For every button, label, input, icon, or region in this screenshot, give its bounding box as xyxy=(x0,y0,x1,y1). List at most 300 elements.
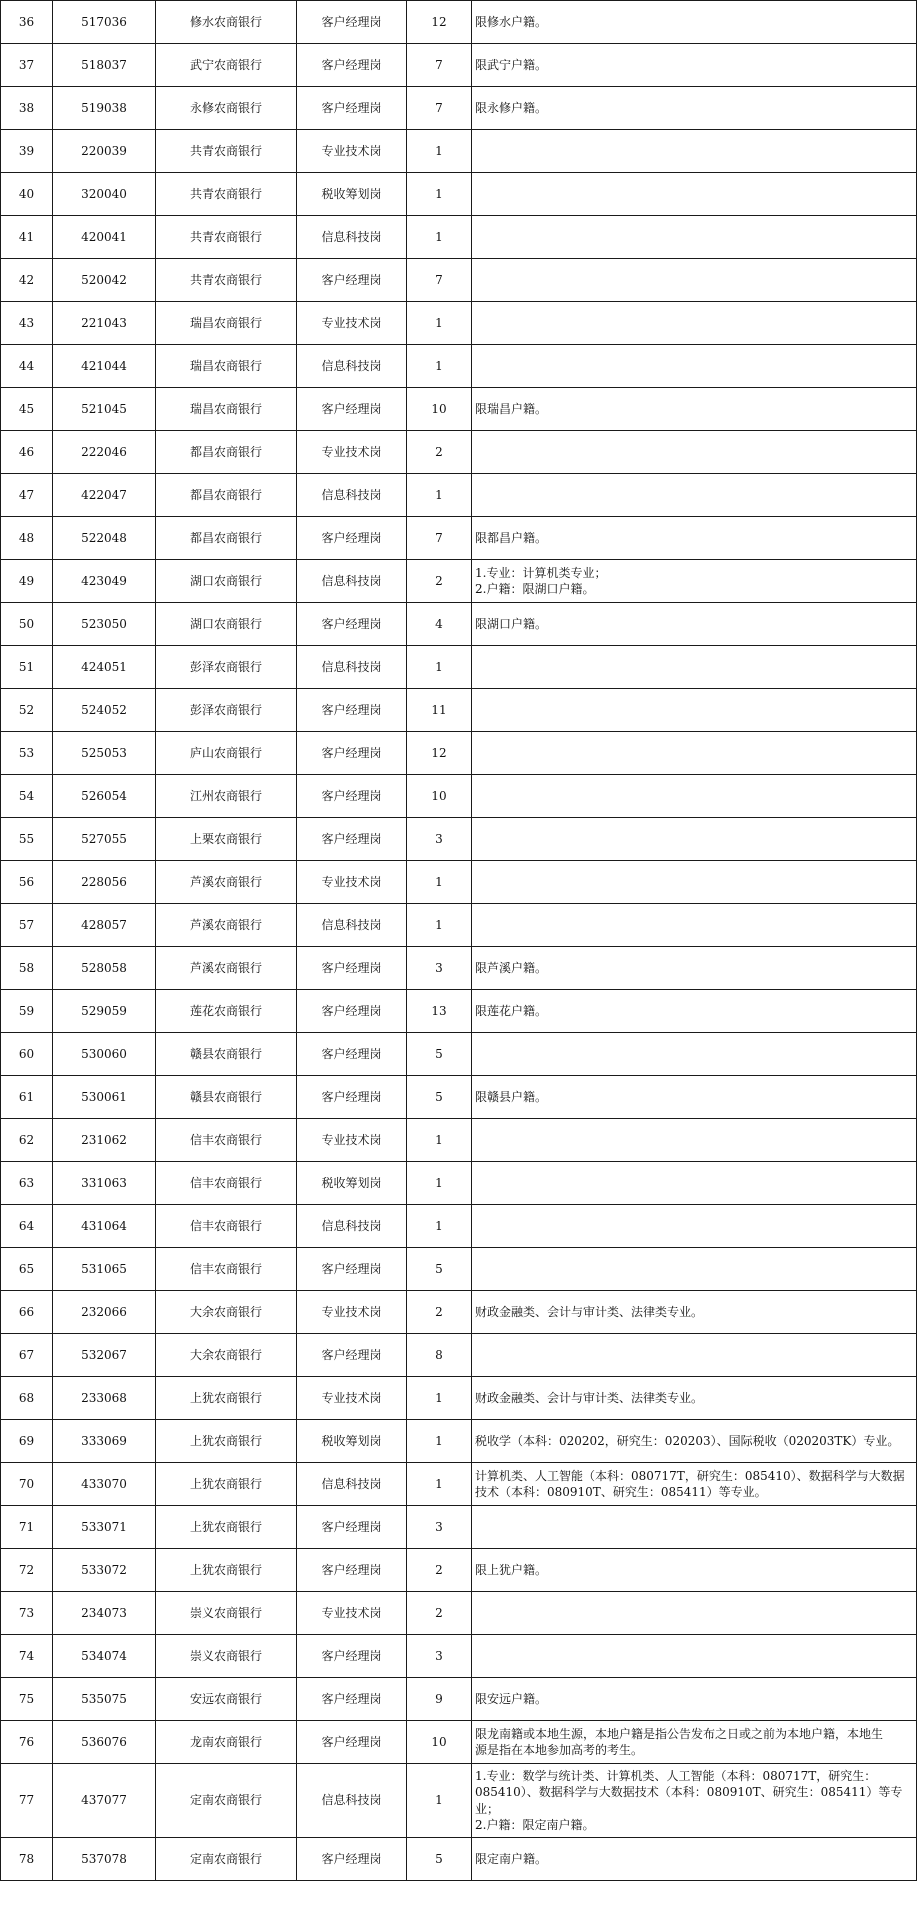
table-row xyxy=(1,1377,917,1420)
remarks-line: 085410）、数据科学与大数据技术（本科：080910T、研究生：085411）等专 xyxy=(475,1785,903,1800)
cell-post-code: 232066 xyxy=(53,1291,156,1334)
cell-hire-count: 12 xyxy=(407,732,472,775)
cell-post-type: 信息科技岗 xyxy=(297,904,407,947)
cell-post-code: 437077 xyxy=(53,1764,156,1838)
table-row xyxy=(1,259,917,302)
cell-remarks xyxy=(472,87,917,130)
cell-hire-count: 7 xyxy=(407,259,472,302)
remarks-line: 限湖口户籍。 xyxy=(475,616,548,631)
table-row xyxy=(1,1119,917,1162)
cell-hire-count: 3 xyxy=(407,1635,472,1678)
cell-remarks xyxy=(472,560,917,603)
cell-bank-name: 都昌农商银行 xyxy=(156,431,297,474)
cell-bank-name: 江州农商银行 xyxy=(156,775,297,818)
remarks-line: 2.户籍：限湖口户籍。 xyxy=(475,582,595,596)
cell-seq: 62 xyxy=(1,1119,53,1162)
cell-hire-count: 7 xyxy=(407,87,472,130)
table-row xyxy=(1,1678,917,1721)
cell-post-code: 533071 xyxy=(53,1506,156,1549)
cell-hire-count: 1 xyxy=(407,1377,472,1420)
cell-bank-name: 瑞昌农商银行 xyxy=(156,345,297,388)
cell-bank-name: 崇义农商银行 xyxy=(156,1635,297,1678)
cell-post-code: 530061 xyxy=(53,1076,156,1119)
cell-post-type: 信息科技岗 xyxy=(297,216,407,259)
cell-post-type: 客户经理岗 xyxy=(297,1549,407,1592)
table-row xyxy=(1,603,917,646)
cell-hire-count: 10 xyxy=(407,388,472,431)
cell-post-code: 533072 xyxy=(53,1549,156,1592)
cell-remarks xyxy=(472,861,917,904)
table-row xyxy=(1,130,917,173)
cell-remarks xyxy=(472,1334,917,1377)
cell-post-type: 客户经理岗 xyxy=(297,1721,407,1764)
table-row xyxy=(1,87,917,130)
cell-post-code: 522048 xyxy=(53,517,156,560)
table-row xyxy=(1,818,917,861)
cell-bank-name: 信丰农商银行 xyxy=(156,1205,297,1248)
cell-post-type: 客户经理岗 xyxy=(297,1506,407,1549)
cell-seq: 54 xyxy=(1,775,53,818)
cell-remarks xyxy=(472,302,917,345)
table-row xyxy=(1,1764,917,1838)
cell-bank-name: 芦溪农商银行 xyxy=(156,861,297,904)
cell-bank-name: 都昌农商银行 xyxy=(156,474,297,517)
cell-remarks xyxy=(472,1678,917,1721)
cell-seq: 72 xyxy=(1,1549,53,1592)
cell-bank-name: 信丰农商银行 xyxy=(156,1119,297,1162)
cell-seq: 70 xyxy=(1,1463,53,1506)
cell-post-type: 客户经理岗 xyxy=(297,732,407,775)
cell-remarks xyxy=(472,173,917,216)
cell-post-type: 客户经理岗 xyxy=(297,388,407,431)
cell-remarks xyxy=(472,345,917,388)
cell-post-code: 519038 xyxy=(53,87,156,130)
cell-seq: 44 xyxy=(1,345,53,388)
cell-post-type: 专业技术岗 xyxy=(297,130,407,173)
cell-post-type: 客户经理岗 xyxy=(297,87,407,130)
cell-post-code: 222046 xyxy=(53,431,156,474)
table-row xyxy=(1,689,917,732)
cell-seq: 63 xyxy=(1,1162,53,1205)
cell-post-code: 523050 xyxy=(53,603,156,646)
cell-remarks xyxy=(472,732,917,775)
cell-post-type: 客户经理岗 xyxy=(297,1678,407,1721)
cell-bank-name: 彭泽农商银行 xyxy=(156,646,297,689)
cell-post-code: 534074 xyxy=(53,1635,156,1678)
cell-bank-name: 彭泽农商银行 xyxy=(156,689,297,732)
table-row xyxy=(1,1,917,44)
cell-post-code: 431064 xyxy=(53,1205,156,1248)
cell-post-code: 421044 xyxy=(53,345,156,388)
cell-hire-count: 9 xyxy=(407,1678,472,1721)
cell-remarks xyxy=(472,990,917,1033)
cell-post-code: 520042 xyxy=(53,259,156,302)
cell-hire-count: 10 xyxy=(407,1721,472,1764)
cell-seq: 51 xyxy=(1,646,53,689)
remarks-line: 限龙南籍或本地生源，本地户籍是指公告发布之日或之前为本地户籍，本地生 xyxy=(475,1726,884,1741)
cell-hire-count: 2 xyxy=(407,1291,472,1334)
cell-bank-name: 信丰农商银行 xyxy=(156,1248,297,1291)
cell-seq: 74 xyxy=(1,1635,53,1678)
cell-seq: 59 xyxy=(1,990,53,1033)
cell-bank-name: 都昌农商银行 xyxy=(156,517,297,560)
cell-post-type: 信息科技岗 xyxy=(297,1463,407,1506)
cell-post-type: 客户经理岗 xyxy=(297,44,407,87)
cell-seq: 65 xyxy=(1,1248,53,1291)
table-row xyxy=(1,1463,917,1506)
cell-remarks xyxy=(472,1162,917,1205)
cell-post-code: 220039 xyxy=(53,130,156,173)
cell-post-type: 客户经理岗 xyxy=(297,603,407,646)
cell-post-type: 信息科技岗 xyxy=(297,1764,407,1838)
cell-post-type: 专业技术岗 xyxy=(297,1119,407,1162)
cell-bank-name: 湖口农商银行 xyxy=(156,603,297,646)
remarks-line: 限安远户籍。 xyxy=(475,1691,548,1706)
cell-post-code: 526054 xyxy=(53,775,156,818)
remarks-line: 限武宁户籍。 xyxy=(475,57,548,72)
cell-post-code: 420041 xyxy=(53,216,156,259)
cell-post-code: 524052 xyxy=(53,689,156,732)
cell-bank-name: 莲花农商银行 xyxy=(156,990,297,1033)
cell-remarks xyxy=(472,1,917,44)
cell-bank-name: 大余农商银行 xyxy=(156,1291,297,1334)
cell-hire-count: 5 xyxy=(407,1838,472,1881)
remarks-line: 限都昌户籍。 xyxy=(475,530,548,545)
cell-hire-count: 1 xyxy=(407,861,472,904)
cell-post-type: 税收筹划岗 xyxy=(297,1162,407,1205)
cell-seq: 71 xyxy=(1,1506,53,1549)
remarks-line: 限上犹户籍。 xyxy=(475,1562,548,1577)
cell-bank-name: 共青农商银行 xyxy=(156,216,297,259)
remarks-line: 限赣县户籍。 xyxy=(475,1089,548,1104)
table-row xyxy=(1,1291,917,1334)
table-row xyxy=(1,1334,917,1377)
table-row xyxy=(1,1076,917,1119)
cell-remarks xyxy=(472,216,917,259)
cell-hire-count: 10 xyxy=(407,775,472,818)
cell-post-code: 530060 xyxy=(53,1033,156,1076)
cell-post-code: 234073 xyxy=(53,1592,156,1635)
cell-post-code: 228056 xyxy=(53,861,156,904)
cell-bank-name: 武宁农商银行 xyxy=(156,44,297,87)
remarks-line: 限定南户籍。 xyxy=(475,1851,548,1866)
cell-seq: 69 xyxy=(1,1420,53,1463)
cell-seq: 49 xyxy=(1,560,53,603)
cell-seq: 37 xyxy=(1,44,53,87)
cell-post-type: 客户经理岗 xyxy=(297,689,407,732)
cell-bank-name: 共青农商银行 xyxy=(156,173,297,216)
cell-post-type: 客户经理岗 xyxy=(297,259,407,302)
table-row xyxy=(1,904,917,947)
cell-post-code: 536076 xyxy=(53,1721,156,1764)
cell-seq: 58 xyxy=(1,947,53,990)
cell-bank-name: 安远农商银行 xyxy=(156,1678,297,1721)
cell-remarks xyxy=(472,130,917,173)
cell-bank-name: 上犹农商银行 xyxy=(156,1549,297,1592)
table-row xyxy=(1,1205,917,1248)
cell-post-type: 客户经理岗 xyxy=(297,775,407,818)
cell-post-code: 529059 xyxy=(53,990,156,1033)
cell-seq: 47 xyxy=(1,474,53,517)
cell-seq: 78 xyxy=(1,1838,53,1881)
cell-remarks xyxy=(472,1076,917,1119)
cell-hire-count: 13 xyxy=(407,990,472,1033)
remarks-line: 计算机类、人工智能（本科：080717T，研究生：085410）、数据科学与大数据 xyxy=(475,1468,905,1483)
cell-bank-name: 上栗农商银行 xyxy=(156,818,297,861)
cell-post-code: 531065 xyxy=(53,1248,156,1291)
table-row xyxy=(1,560,917,603)
cell-hire-count: 11 xyxy=(407,689,472,732)
cell-hire-count: 1 xyxy=(407,173,472,216)
cell-post-type: 客户经理岗 xyxy=(297,517,407,560)
cell-bank-name: 定南农商银行 xyxy=(156,1838,297,1881)
cell-bank-name: 赣县农商银行 xyxy=(156,1076,297,1119)
cell-hire-count: 12 xyxy=(407,1,472,44)
cell-hire-count: 1 xyxy=(407,904,472,947)
cell-remarks xyxy=(472,775,917,818)
cell-post-type: 客户经理岗 xyxy=(297,1838,407,1881)
cell-remarks xyxy=(472,904,917,947)
table-row xyxy=(1,1033,917,1076)
cell-post-code: 331063 xyxy=(53,1162,156,1205)
cell-post-code: 424051 xyxy=(53,646,156,689)
cell-bank-name: 定南农商银行 xyxy=(156,1764,297,1838)
table-row xyxy=(1,732,917,775)
cell-bank-name: 芦溪农商银行 xyxy=(156,904,297,947)
cell-post-type: 客户经理岗 xyxy=(297,1033,407,1076)
cell-post-type: 税收筹划岗 xyxy=(297,173,407,216)
cell-seq: 76 xyxy=(1,1721,53,1764)
remarks-line: 财政金融类、会计与审计类、法律类专业。 xyxy=(475,1304,704,1319)
cell-post-type: 专业技术岗 xyxy=(297,302,407,345)
cell-bank-name: 上犹农商银行 xyxy=(156,1463,297,1506)
cell-post-code: 518037 xyxy=(53,44,156,87)
table-row xyxy=(1,517,917,560)
cell-seq: 55 xyxy=(1,818,53,861)
cell-hire-count: 1 xyxy=(407,1463,472,1506)
cell-bank-name: 共青农商银行 xyxy=(156,130,297,173)
cell-bank-name: 瑞昌农商银行 xyxy=(156,302,297,345)
cell-post-type: 客户经理岗 xyxy=(297,1248,407,1291)
remarks-line: 限修水户籍。 xyxy=(475,14,548,29)
cell-seq: 77 xyxy=(1,1764,53,1838)
cell-seq: 68 xyxy=(1,1377,53,1420)
cell-hire-count: 1 xyxy=(407,1764,472,1838)
cell-hire-count: 1 xyxy=(407,216,472,259)
cell-post-type: 客户经理岗 xyxy=(297,1635,407,1678)
cell-hire-count: 3 xyxy=(407,818,472,861)
cell-remarks xyxy=(472,1838,917,1881)
cell-post-code: 428057 xyxy=(53,904,156,947)
cell-seq: 36 xyxy=(1,1,53,44)
cell-hire-count: 1 xyxy=(407,1205,472,1248)
cell-post-type: 客户经理岗 xyxy=(297,947,407,990)
cell-post-code: 423049 xyxy=(53,560,156,603)
cell-remarks xyxy=(472,474,917,517)
remarks-line: 源是指在本地参加高考的考生。 xyxy=(475,1743,644,1757)
cell-remarks xyxy=(472,1119,917,1162)
cell-hire-count: 1 xyxy=(407,130,472,173)
cell-remarks xyxy=(472,1764,917,1838)
cell-post-code: 535075 xyxy=(53,1678,156,1721)
cell-post-code: 433070 xyxy=(53,1463,156,1506)
cell-hire-count: 3 xyxy=(407,947,472,990)
cell-hire-count: 7 xyxy=(407,44,472,87)
cell-seq: 57 xyxy=(1,904,53,947)
table-row xyxy=(1,474,917,517)
cell-bank-name: 上犹农商银行 xyxy=(156,1377,297,1420)
table-row xyxy=(1,1592,917,1635)
table-row xyxy=(1,775,917,818)
cell-post-type: 客户经理岗 xyxy=(297,1,407,44)
cell-remarks xyxy=(472,1549,917,1592)
cell-post-type: 专业技术岗 xyxy=(297,1291,407,1334)
cell-post-type: 专业技术岗 xyxy=(297,1592,407,1635)
table-row xyxy=(1,345,917,388)
cell-post-code: 527055 xyxy=(53,818,156,861)
cell-post-type: 专业技术岗 xyxy=(297,861,407,904)
cell-bank-name: 湖口农商银行 xyxy=(156,560,297,603)
table-row xyxy=(1,1248,917,1291)
cell-hire-count: 2 xyxy=(407,431,472,474)
cell-seq: 39 xyxy=(1,130,53,173)
cell-bank-name: 信丰农商银行 xyxy=(156,1162,297,1205)
cell-post-type: 客户经理岗 xyxy=(297,1334,407,1377)
cell-post-code: 532067 xyxy=(53,1334,156,1377)
cell-post-code: 525053 xyxy=(53,732,156,775)
cell-remarks xyxy=(472,259,917,302)
cell-post-code: 422047 xyxy=(53,474,156,517)
cell-hire-count: 5 xyxy=(407,1076,472,1119)
remarks-line: 2.户籍：限定南户籍。 xyxy=(475,1817,595,1832)
cell-seq: 67 xyxy=(1,1334,53,1377)
cell-seq: 38 xyxy=(1,87,53,130)
cell-post-code: 320040 xyxy=(53,173,156,216)
cell-hire-count: 1 xyxy=(407,1420,472,1463)
cell-bank-name: 大余农商银行 xyxy=(156,1334,297,1377)
cell-post-code: 537078 xyxy=(53,1838,156,1881)
cell-bank-name: 修水农商银行 xyxy=(156,1,297,44)
cell-hire-count: 1 xyxy=(407,646,472,689)
cell-hire-count: 4 xyxy=(407,603,472,646)
cell-hire-count: 1 xyxy=(407,1162,472,1205)
cell-post-type: 税收筹划岗 xyxy=(297,1420,407,1463)
cell-post-type: 客户经理岗 xyxy=(297,818,407,861)
cell-remarks xyxy=(472,517,917,560)
cell-post-code: 231062 xyxy=(53,1119,156,1162)
table-row xyxy=(1,990,917,1033)
cell-seq: 40 xyxy=(1,173,53,216)
cell-remarks xyxy=(472,1463,917,1506)
table-row xyxy=(1,947,917,990)
cell-remarks xyxy=(472,1205,917,1248)
cell-remarks xyxy=(472,1377,917,1420)
table-body xyxy=(1,1,917,1881)
cell-hire-count: 2 xyxy=(407,1592,472,1635)
cell-hire-count: 5 xyxy=(407,1033,472,1076)
table-row xyxy=(1,861,917,904)
remarks-line: 1.专业：数学与统计类、计算机类、人工智能（本科：080717T，研究生： xyxy=(475,1769,877,1784)
cell-hire-count: 1 xyxy=(407,1119,472,1162)
table-row xyxy=(1,302,917,345)
remarks-line: 财政金融类、会计与审计类、法律类专业。 xyxy=(475,1390,704,1405)
cell-post-code: 517036 xyxy=(53,1,156,44)
table-row xyxy=(1,173,917,216)
cell-seq: 64 xyxy=(1,1205,53,1248)
remarks-line: 技术（本科：080910T、研究生：085411）等专业。 xyxy=(475,1485,767,1499)
cell-bank-name: 庐山农商银行 xyxy=(156,732,297,775)
cell-post-type: 客户经理岗 xyxy=(297,990,407,1033)
cell-bank-name: 上犹农商银行 xyxy=(156,1420,297,1463)
cell-remarks xyxy=(472,1291,917,1334)
cell-seq: 52 xyxy=(1,689,53,732)
cell-seq: 60 xyxy=(1,1033,53,1076)
cell-remarks xyxy=(472,947,917,990)
cell-bank-name: 芦溪农商银行 xyxy=(156,947,297,990)
cell-seq: 43 xyxy=(1,302,53,345)
cell-seq: 46 xyxy=(1,431,53,474)
cell-hire-count: 1 xyxy=(407,474,472,517)
cell-post-type: 信息科技岗 xyxy=(297,345,407,388)
table-row xyxy=(1,1721,917,1764)
cell-remarks xyxy=(472,431,917,474)
cell-bank-name: 瑞昌农商银行 xyxy=(156,388,297,431)
cell-remarks xyxy=(472,388,917,431)
cell-remarks xyxy=(472,689,917,732)
cell-seq: 75 xyxy=(1,1678,53,1721)
remarks-line: 限永修户籍。 xyxy=(475,100,548,115)
remarks-line: 限芦溪户籍。 xyxy=(475,960,548,975)
table-row xyxy=(1,1162,917,1205)
cell-bank-name: 永修农商银行 xyxy=(156,87,297,130)
cell-bank-name: 崇义农商银行 xyxy=(156,1592,297,1635)
cell-hire-count: 3 xyxy=(407,1506,472,1549)
cell-post-type: 专业技术岗 xyxy=(297,431,407,474)
table-row xyxy=(1,646,917,689)
cell-post-code: 528058 xyxy=(53,947,156,990)
cell-hire-count: 7 xyxy=(407,517,472,560)
cell-remarks xyxy=(472,1721,917,1764)
cell-remarks xyxy=(472,1248,917,1291)
cell-post-type: 客户经理岗 xyxy=(297,1076,407,1119)
cell-remarks xyxy=(472,603,917,646)
cell-post-type: 专业技术岗 xyxy=(297,1377,407,1420)
cell-post-code: 221043 xyxy=(53,302,156,345)
cell-seq: 45 xyxy=(1,388,53,431)
cell-post-code: 521045 xyxy=(53,388,156,431)
cell-remarks xyxy=(472,1420,917,1463)
cell-hire-count: 8 xyxy=(407,1334,472,1377)
cell-post-code: 233068 xyxy=(53,1377,156,1420)
cell-hire-count: 2 xyxy=(407,560,472,603)
cell-seq: 53 xyxy=(1,732,53,775)
remarks-line: 税收学（本科：020202，研究生：020203）、国际税收（020203TK）专业。 xyxy=(475,1433,900,1448)
cell-bank-name: 共青农商银行 xyxy=(156,259,297,302)
cell-seq: 66 xyxy=(1,1291,53,1334)
table-row xyxy=(1,1838,917,1881)
cell-remarks xyxy=(472,1033,917,1076)
cell-post-type: 信息科技岗 xyxy=(297,560,407,603)
cell-remarks xyxy=(472,1592,917,1635)
cell-post-type: 信息科技岗 xyxy=(297,1205,407,1248)
remarks-line: 1.专业：计算机类专业； xyxy=(475,565,607,580)
table-row xyxy=(1,1549,917,1592)
cell-seq: 48 xyxy=(1,517,53,560)
cell-remarks xyxy=(472,1635,917,1678)
cell-hire-count: 1 xyxy=(407,302,472,345)
cell-hire-count: 1 xyxy=(407,345,472,388)
cell-remarks xyxy=(472,1506,917,1549)
